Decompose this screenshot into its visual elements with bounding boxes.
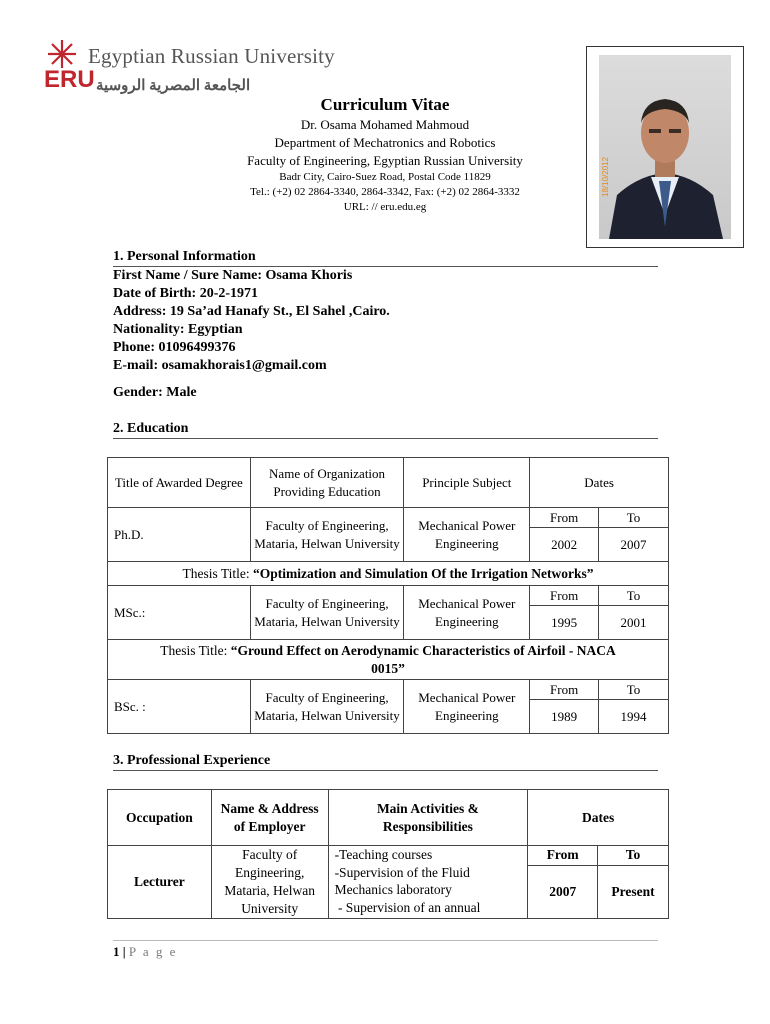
exp-to: Present <box>598 865 669 918</box>
personal-info-heading: 1. Personal Information <box>113 248 658 267</box>
pi-address: Address: 19 Sa’ad Hanafy St., El Sahel ,Cairo. <box>113 304 390 319</box>
edu-subject: Mechanical Power Engineering <box>404 508 530 562</box>
table-row <box>108 586 669 606</box>
edu-from: 1989 <box>530 700 599 734</box>
education-heading: 2. Education <box>113 420 658 439</box>
exp-to-label: To <box>598 846 669 866</box>
thesis-cell <box>108 640 669 680</box>
edu-from-label: From <box>530 508 599 528</box>
thesis-label: Thesis Title: <box>160 642 231 658</box>
thesis-row <box>108 640 669 680</box>
website-url: URL: // eru.edu.eg <box>343 201 427 213</box>
edu-to-label: To <box>599 508 669 528</box>
pi-gender: Gender: Male <box>113 385 197 400</box>
profile-photo <box>599 55 731 239</box>
table-row <box>108 846 669 866</box>
pi-phone: Phone: 01096499376 <box>113 340 236 355</box>
col-subject: Principle Subject <box>404 458 530 508</box>
col-occupation: Occupation <box>108 790 212 846</box>
col-degree: Title of Awarded Degree <box>108 458 251 508</box>
exp-from: 2007 <box>528 865 598 918</box>
university-address: Badr City, Cairo-Suez Road, Postal Code 11829 <box>279 171 491 183</box>
education-section <box>113 420 658 439</box>
edu-degree: Ph.D. <box>108 508 251 562</box>
col-organization: Name of Organization Providing Education <box>250 458 404 508</box>
edu-org: Faculty of Engineering, Mataria, Helwan University <box>250 508 404 562</box>
thesis-label: Thesis Title: <box>182 565 253 581</box>
edu-from: 1995 <box>530 606 599 640</box>
edu-subject: Mechanical Power Engineering <box>404 586 530 640</box>
col-dates: Dates <box>530 458 669 508</box>
activity-item: - Supervision of an annual <box>334 899 481 915</box>
footer-divider <box>113 940 658 941</box>
exp-occupation: Lecturer <box>108 846 212 919</box>
experience-header-row <box>108 790 669 846</box>
experience-heading: 3. Professional Experience <box>113 752 658 771</box>
page-separator: | <box>122 944 126 959</box>
pi-name: First Name / Sure Name: Osama Khoris <box>113 268 353 283</box>
pi-dob: Date of Birth: 20-2-1971 <box>113 286 259 301</box>
education-header-row <box>108 458 669 508</box>
col-employer: Name & Address of Employer <box>211 790 328 846</box>
table-row <box>108 680 669 700</box>
page-title: Curriculum Vitae <box>320 95 450 114</box>
logo-abbr: ERU <box>44 66 95 93</box>
thesis-cell <box>108 562 669 586</box>
edu-from-label: From <box>530 586 599 606</box>
edu-from: 2002 <box>530 528 599 562</box>
table-row <box>108 508 669 528</box>
exp-employer: Faculty of Engineering, Mataria, Helwan University <box>211 846 328 919</box>
page-label: P a g e <box>128 944 178 959</box>
logo-name-en: Egyptian Russian University <box>88 44 335 68</box>
experience-table <box>107 789 669 919</box>
thesis-title: “Optimization and Simulation Of the Irrigation Networks” <box>253 565 594 581</box>
activity-item: -Supervision of the Fluid Mechanics laboratory <box>334 864 470 897</box>
thesis-title: “Ground Effect on Aerodynamic Characteristics of Airfoil - NACA 0015” <box>230 642 616 676</box>
contact-tel: Tel.: (+2) 02 2864-3340, 2864-3342, Fax: (+2) 02 2864-3332 <box>250 186 520 198</box>
edu-degree: MSc.: <box>108 586 251 640</box>
col-activities: Main Activities & Responsibilities <box>328 790 528 846</box>
exp-from-label: From <box>528 846 598 866</box>
star-icon <box>48 40 76 68</box>
cv-header <box>200 94 570 215</box>
col-dates: Dates <box>528 790 669 846</box>
pi-nationality: Nationality: Egyptian <box>113 322 243 337</box>
edu-from-label: From <box>530 680 599 700</box>
page-number: 1 <box>113 944 120 959</box>
thesis-row <box>108 562 669 586</box>
education-table <box>107 457 669 734</box>
edu-subject: Mechanical Power Engineering <box>404 680 530 734</box>
edu-to: 2001 <box>599 606 669 640</box>
edu-to-label: To <box>599 586 669 606</box>
page-footer <box>113 944 177 960</box>
faculty: Faculty of Engineering, Egyptian Russian University <box>247 153 523 168</box>
edu-org: Faculty of Engineering, Mataria, Helwan University <box>250 586 404 640</box>
exp-activities <box>328 846 528 919</box>
personal-info-section <box>113 248 658 402</box>
activity-item: -Teaching courses <box>334 847 433 862</box>
profile-photo-frame <box>586 46 744 248</box>
edu-to: 2007 <box>599 528 669 562</box>
edu-to: 1994 <box>599 700 669 734</box>
edu-degree: BSc. : <box>108 680 251 734</box>
department: Department of Mechatronics and Robotics <box>274 135 496 150</box>
pi-email: E-mail: osamakhorais1@gmail.com <box>113 358 327 373</box>
edu-to-label: To <box>599 680 669 700</box>
person-name: Dr. Osama Mohamed Mahmoud <box>300 117 470 132</box>
photo-date-stamp: 18/10/2012 <box>601 156 610 197</box>
logo-name-ar: الجامعة المصرية الروسية <box>96 78 251 94</box>
experience-section <box>113 752 658 771</box>
edu-org: Faculty of Engineering, Mataria, Helwan University <box>250 680 404 734</box>
